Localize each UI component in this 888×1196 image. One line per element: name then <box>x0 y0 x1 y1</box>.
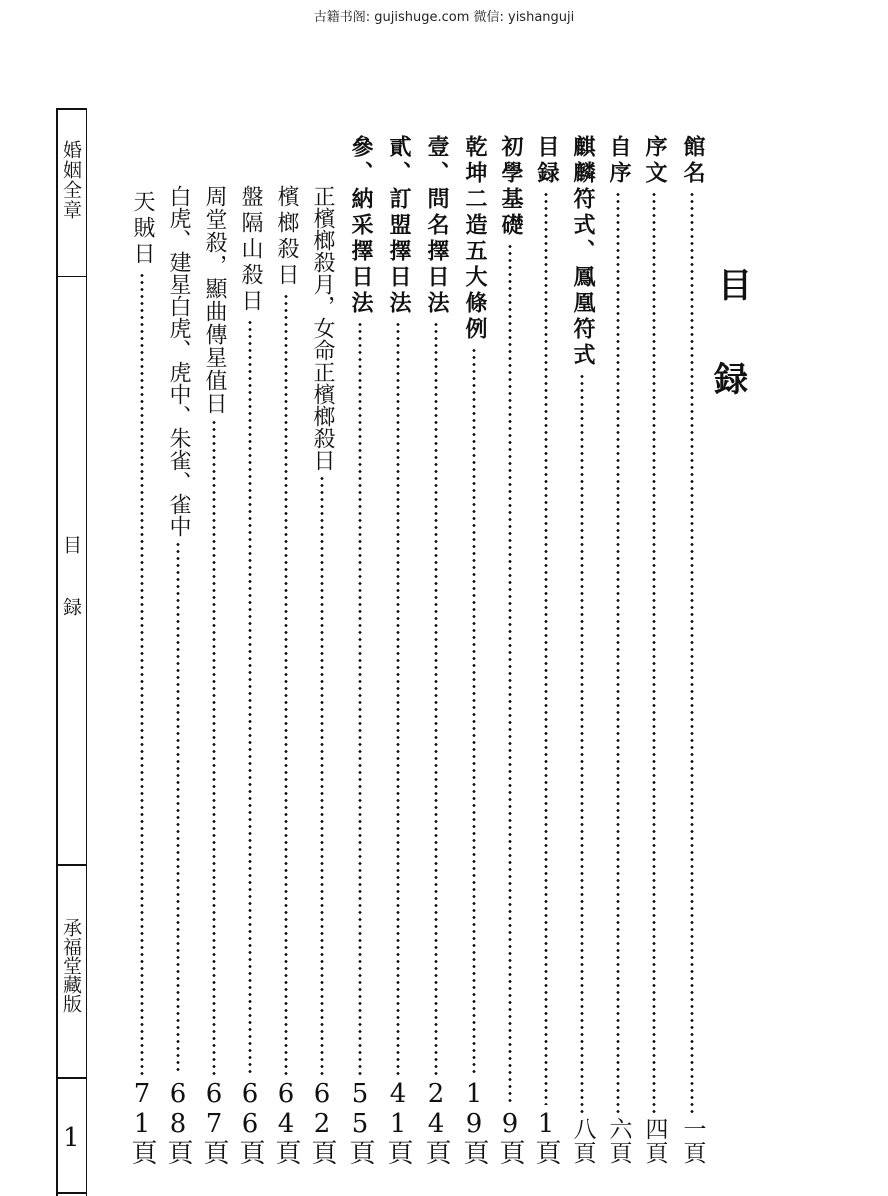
toc-entry-page: 9頁 <box>495 1109 525 1165</box>
toc-leader-dots <box>358 321 362 1075</box>
toc-entry-qiankun <box>458 135 490 1165</box>
spine-left-border <box>56 108 58 1196</box>
toc-leader-dots <box>544 191 548 1105</box>
toc-leader-dots <box>320 475 324 1075</box>
toc-entry-title: 麒麟符式、鳳凰符式 <box>570 135 595 369</box>
toc-entry-page: 55頁 <box>345 1079 375 1165</box>
page-title-char-1: 目 <box>718 266 752 306</box>
toc-leader-dots <box>396 321 400 1075</box>
toc-entry-title: 目録 <box>534 135 559 187</box>
toc-entry-page: 64頁 <box>271 1079 301 1165</box>
toc-entry-page: 62頁 <box>307 1079 337 1165</box>
spine-rule-1 <box>56 276 87 277</box>
spine-top-rule <box>56 108 87 110</box>
toc-entry-page: 41頁 <box>383 1079 413 1165</box>
toc-leader-dots <box>248 319 252 1075</box>
spine-book-title: 婚姻全章 <box>60 140 82 220</box>
spine-section-char-1: 目 <box>60 535 82 555</box>
toc-entry-page: 1頁 <box>531 1109 561 1165</box>
toc-entry-xuwen <box>638 135 670 1165</box>
page-title-char-2: 録 <box>714 360 748 400</box>
toc-entry-page: 19頁 <box>459 1079 489 1165</box>
toc-entry-title: 參、納采擇日法 <box>348 135 373 317</box>
toc-entry-title: 白虎、建星白虎、虎中、朱雀、雀中 <box>166 185 191 537</box>
toc-entry-page: 66頁 <box>235 1079 265 1165</box>
toc-entry-pange-shansha <box>234 185 266 1165</box>
toc-entry-wenming <box>420 135 452 1165</box>
toc-entry-baihu <box>162 185 194 1165</box>
toc-entry-zhoutang-sha <box>198 185 230 1165</box>
spine-rule-2 <box>56 864 87 866</box>
toc-entry-title: 壹、問名擇日法 <box>424 135 449 317</box>
toc-entry-title: 貳、訂盟擇日法 <box>386 135 411 317</box>
toc-entry-qilin-fushi <box>566 135 598 1165</box>
spine-right-border <box>86 108 87 1196</box>
spine-section-char-2: 録 <box>60 597 82 617</box>
toc-entry-binlang-sha <box>270 185 302 1165</box>
toc-entry-tianzei <box>126 190 158 1165</box>
toc-entry-page: 四頁 <box>641 1117 668 1165</box>
toc-leader-dots <box>616 191 620 1113</box>
toc-leader-dots <box>690 191 694 1113</box>
spine-rule-4 <box>56 1192 87 1194</box>
toc-leader-dots <box>508 243 512 1105</box>
toc-entry-title: 乾坤二造五大條例 <box>462 135 487 343</box>
toc-entry-chuxue-jichu <box>494 135 526 1165</box>
toc-entry-nacai <box>344 135 376 1165</box>
toc-entry-title: 自序 <box>606 135 631 187</box>
toc-leader-dots <box>284 293 288 1075</box>
toc-leader-dots <box>472 347 476 1075</box>
toc-entry-title: 初學基礎 <box>498 135 523 239</box>
watermark-text: 古籍书阁: gujishuge.com 微信: yishanguji <box>313 10 575 25</box>
toc-leader-dots <box>652 191 656 1113</box>
toc-entry-page: 68頁 <box>163 1079 193 1165</box>
toc-entry-title: 盤隔山殺日 <box>238 185 263 315</box>
spine-publisher: 承福堂藏版 <box>60 918 82 1013</box>
toc-leader-dots <box>140 272 144 1075</box>
spine-page-number: 1 <box>63 1123 80 1153</box>
toc-entry-title: 正檳榔殺月，女命正檳榔殺日 <box>310 185 335 471</box>
toc-entry-page: 一頁 <box>679 1117 706 1165</box>
toc-leader-dots <box>176 541 180 1075</box>
toc-entry-page: 六頁 <box>605 1117 632 1165</box>
toc-entry-zheng-binlang <box>306 185 338 1165</box>
toc-entry-dingmeng <box>382 135 414 1165</box>
spine-rule-3 <box>56 1077 87 1079</box>
toc-entry-title: 檳榔殺日 <box>274 185 299 289</box>
toc-entry-guanming <box>676 135 708 1165</box>
toc-entry-page: 八頁 <box>569 1117 596 1165</box>
toc-entry-title: 序文 <box>642 135 667 187</box>
toc-leader-dots <box>580 373 584 1113</box>
toc-entry-zixu <box>602 135 634 1165</box>
toc-entry-title: 館名 <box>680 135 705 187</box>
toc-leader-dots <box>212 419 216 1075</box>
toc-entry-page: 24頁 <box>421 1079 451 1165</box>
toc-entry-page: 67頁 <box>199 1079 229 1165</box>
toc-entry-title: 天賊日 <box>130 190 155 268</box>
toc-leader-dots <box>434 321 438 1075</box>
toc-entry-page: 71頁 <box>127 1079 157 1165</box>
toc-entry-mulu <box>530 135 562 1165</box>
toc-entry-title: 周堂殺，顯曲傳星值日 <box>202 185 227 415</box>
